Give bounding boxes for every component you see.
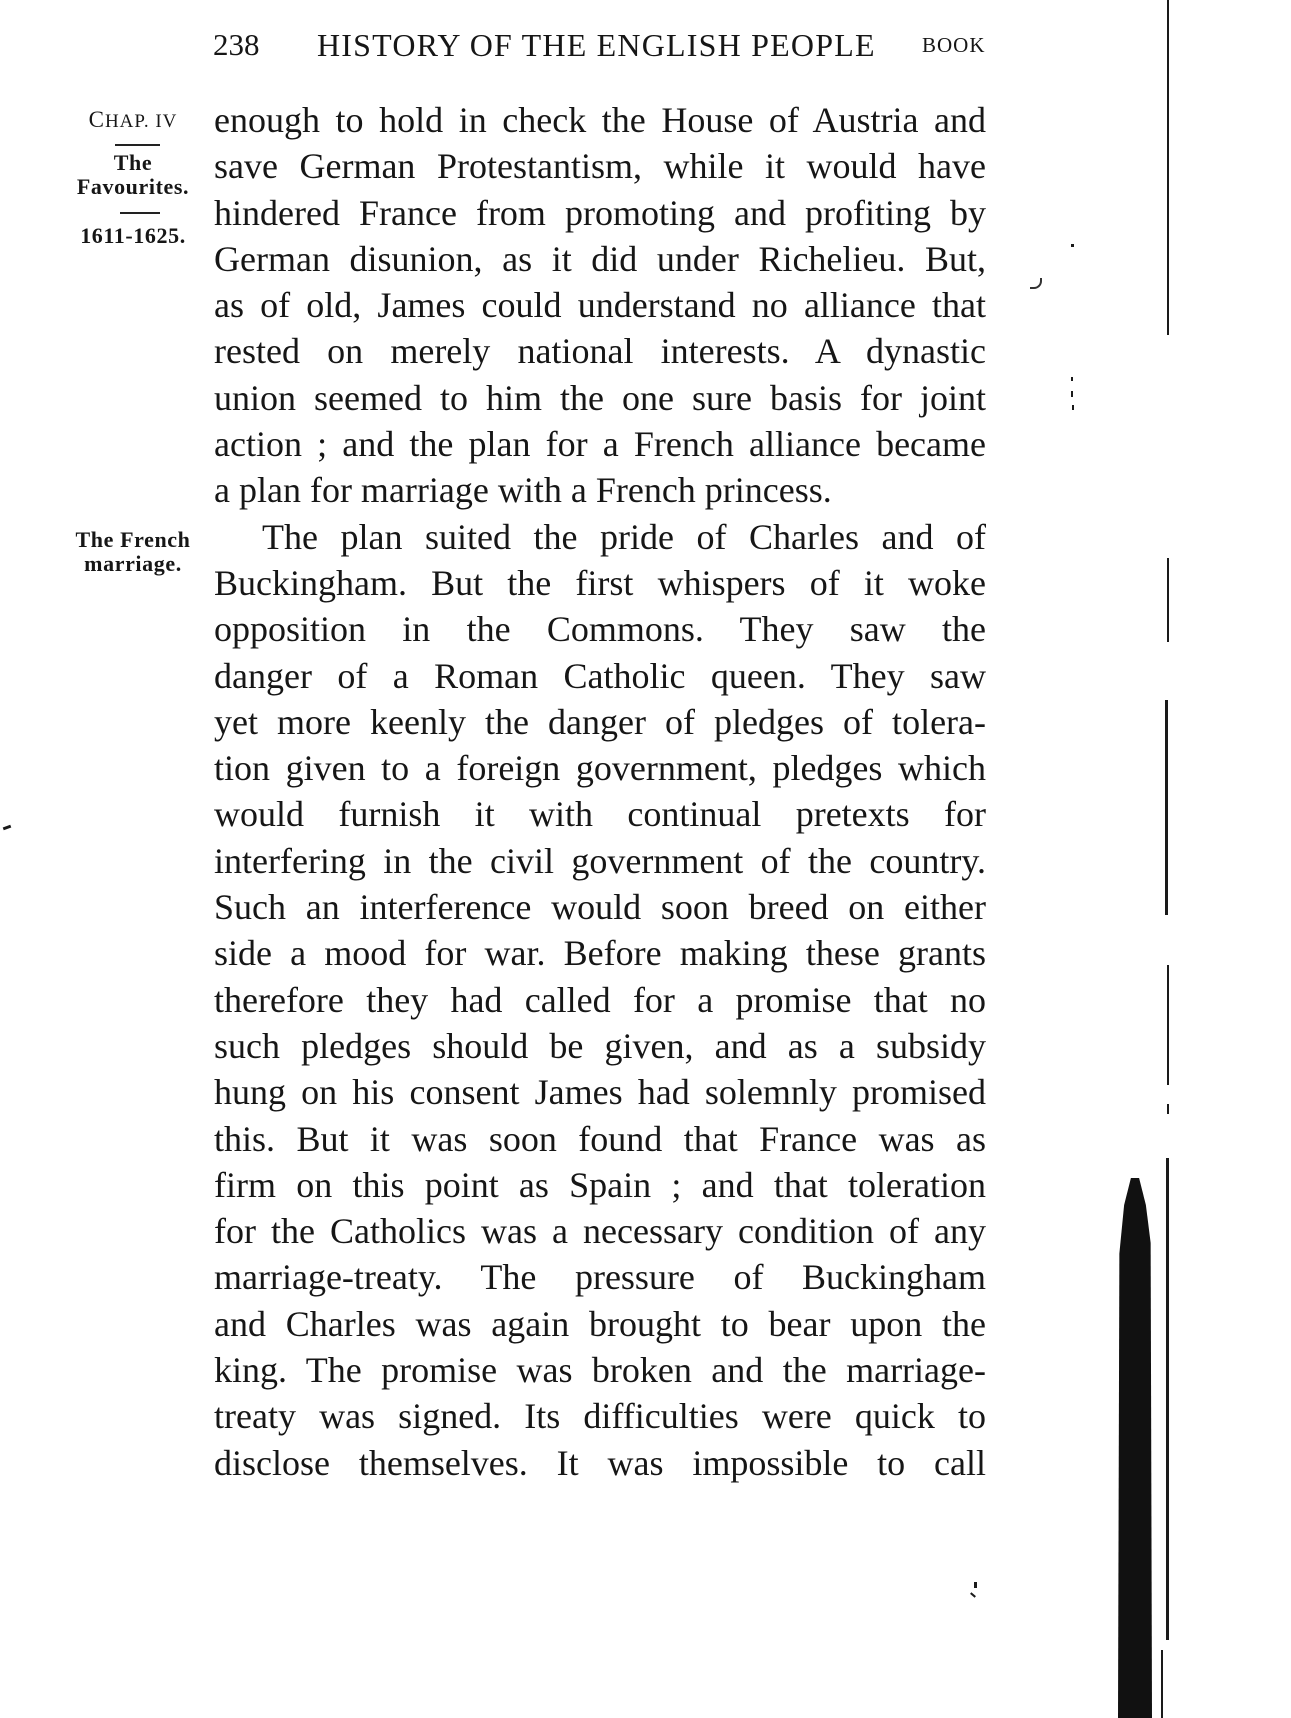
text-line: such pledges should be given, and as a subsidy: [214, 1025, 986, 1066]
margin-note-chapter: CHAP. IV: [88, 107, 178, 132]
margin-note-topic-line1: The French: [75, 527, 191, 552]
text-line: Such an interference would soon breed on either: [214, 887, 986, 928]
page-number: 238: [213, 27, 260, 62]
scan-artifact: [1071, 391, 1073, 397]
scan-artifact: [1167, 0, 1169, 335]
text-line: side a mood for war. Before making these grants: [214, 933, 986, 974]
text-line: action ; and the plan for a French alliance became: [214, 424, 986, 465]
text-line: this. But it was soon found that France was as: [214, 1118, 986, 1159]
scan-artifact: [1118, 1178, 1152, 1718]
scan-artifact: [1165, 700, 1168, 915]
scan-artifact: [1161, 1650, 1163, 1718]
text-line: union seemed to him the one sure basis for joint: [214, 377, 986, 418]
body-text: [214, 97, 986, 1486]
text-line: disclose themselves. It was impossible to call: [214, 1442, 986, 1483]
text-line: marriage-treaty. The pressure of Buckingham: [214, 1257, 986, 1298]
text-line: hung on his consent James had solemnly promised: [214, 1072, 986, 1113]
text-line: and Charles was again brought to bear upon the: [214, 1303, 986, 1344]
text-line: as of old, James could understand no alliance that: [214, 285, 986, 326]
scan-artifact: [1030, 278, 1042, 289]
margin-note-section-line1: The: [113, 150, 153, 175]
text-line: interfering in the civil government of the country.: [214, 840, 986, 881]
text-line: tion given to a foreign government, pledges which: [214, 748, 986, 789]
paragraph-2: [214, 514, 986, 1486]
scan-artifact: [1167, 965, 1169, 1085]
running-title: HISTORY OF THE ENGLISH PEOPLE: [317, 27, 876, 63]
text-line: The plan suited the pride of Charles and of: [262, 516, 986, 557]
scan-artifact: [1072, 405, 1074, 410]
text-line: rested on merely national interests. A dynastic: [214, 331, 986, 372]
scan-artifact: [1167, 1104, 1169, 1114]
scan-artifact: [1071, 244, 1074, 247]
margin-rule: [115, 144, 160, 146]
scan-artifact: [970, 1592, 976, 1597]
paragraph-1: [214, 97, 986, 514]
text-line: danger of a Roman Catholic queen. They saw: [214, 655, 986, 696]
text-line: king. The promise was broken and the marriage-: [214, 1350, 986, 1391]
scan-artifact: [1071, 377, 1073, 381]
book-label: BOOK: [922, 33, 986, 57]
text-line: opposition in the Commons. They saw the: [214, 609, 986, 650]
text-line: German disunion, as it did under Richelieu. But,: [214, 238, 986, 279]
margin-rule: [120, 212, 160, 214]
margin-note-section-line2: Favourites.: [76, 174, 190, 199]
scan-artifact: [974, 1582, 977, 1588]
text-line: therefore they had called for a promise that no: [214, 979, 986, 1020]
text-line: treaty was signed. Its difficulties were quick to: [214, 1396, 986, 1437]
text-line: a plan for marriage with a French princess.: [214, 470, 832, 511]
text-line: yet more keenly the danger of pledges of tolera-: [214, 701, 986, 742]
text-line: would furnish it with continual pretexts for: [214, 794, 986, 835]
text-line: enough to hold in check the House of Austria and: [214, 100, 986, 140]
text-line: Buckingham. But the first whispers of it woke: [214, 562, 986, 603]
margin-note-topic-line2: marriage.: [84, 551, 182, 576]
text-line: save German Protestantism, while it would have: [214, 146, 986, 187]
scan-artifact: [1166, 1158, 1169, 1640]
margin-note-dates: 1611-1625.: [80, 223, 186, 248]
text-line: hindered France from promoting and profiting by: [214, 192, 986, 233]
scan-artifact: [1167, 558, 1169, 642]
scan-artifact: [3, 825, 12, 831]
text-line: firm on this point as Spain ; and that toleration: [214, 1164, 986, 1205]
text-line: for the Catholics was a necessary condition of any: [214, 1211, 986, 1252]
